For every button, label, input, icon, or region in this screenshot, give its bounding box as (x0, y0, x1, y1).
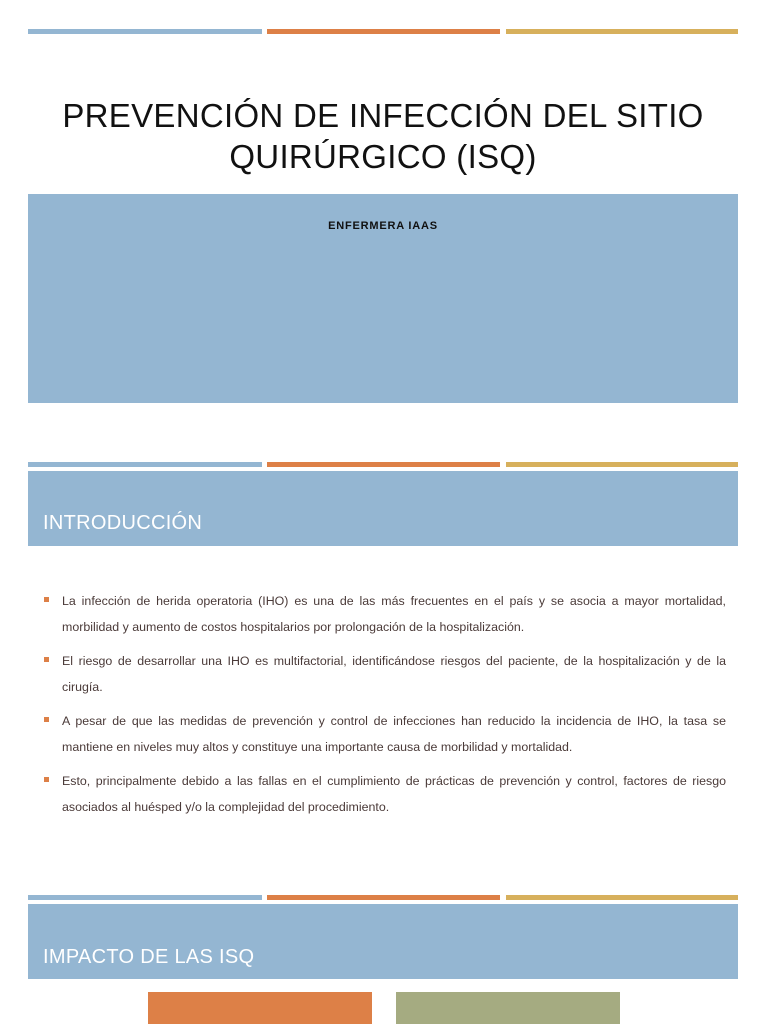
accent-stripe-blue (28, 462, 262, 467)
list-item (44, 648, 726, 700)
bullet-text: El riesgo de desarrollar una IHO es multifactorial, identificándose riesgos del paciente, de la hospitalización y de la cirugía. (62, 654, 726, 694)
list-item (44, 708, 726, 760)
accent-stripe-gold (506, 895, 738, 900)
bullet-text: La infección de herida operatoria (IHO) es una de las más frecuentes en el país y se asocia a mayor mortalidad, morbilidad y aumento de costos hospitalarios por prolongación de la hospitalización. (62, 594, 726, 634)
list-item (44, 768, 726, 820)
slide-subtitle: ENFERMERA IAAS (328, 220, 438, 232)
accent-stripe-blue (28, 895, 262, 900)
bullet-text: A pesar de que las medidas de prevención y control de infecciones han reducido la incidencia de IHO, la tasa se mantiene en niveles muy altos y constituye una importante causa de morbilidad y mortalidad. (62, 714, 726, 754)
accent-stripe-orange (267, 29, 500, 34)
accent-stripe-blue (28, 29, 262, 34)
bullet-square-icon (44, 597, 49, 602)
section-header-impacto (28, 904, 738, 979)
list-item (44, 588, 726, 640)
slide-title: PREVENCIÓN DE INFECCIÓN DEL SITIO QUIRÚRGICO (ISQ) (62, 97, 704, 175)
accent-stripe-orange (267, 462, 500, 467)
accent-stripe-gold (506, 462, 738, 467)
bullet-text: Esto, principalmente debido a las fallas en el cumplimiento de prácticas de prevención y control, factores de riesgo asociados al huésped y/o la complejidad del procedimiento. (62, 774, 726, 814)
accent-stripe-gold (506, 29, 738, 34)
bullet-list (44, 588, 726, 828)
bullet-square-icon (44, 717, 49, 722)
green-content-block (396, 992, 620, 1024)
section-heading: INTRODUCCIÓN (43, 512, 203, 534)
accent-stripe-orange (267, 895, 500, 900)
section-heading: IMPACTO DE LAS ISQ (43, 946, 255, 968)
bullet-square-icon (44, 657, 49, 662)
subtitle-panel (28, 194, 738, 403)
section-header-introduccion (28, 471, 738, 546)
bullet-square-icon (44, 777, 49, 782)
orange-content-block (148, 992, 372, 1024)
